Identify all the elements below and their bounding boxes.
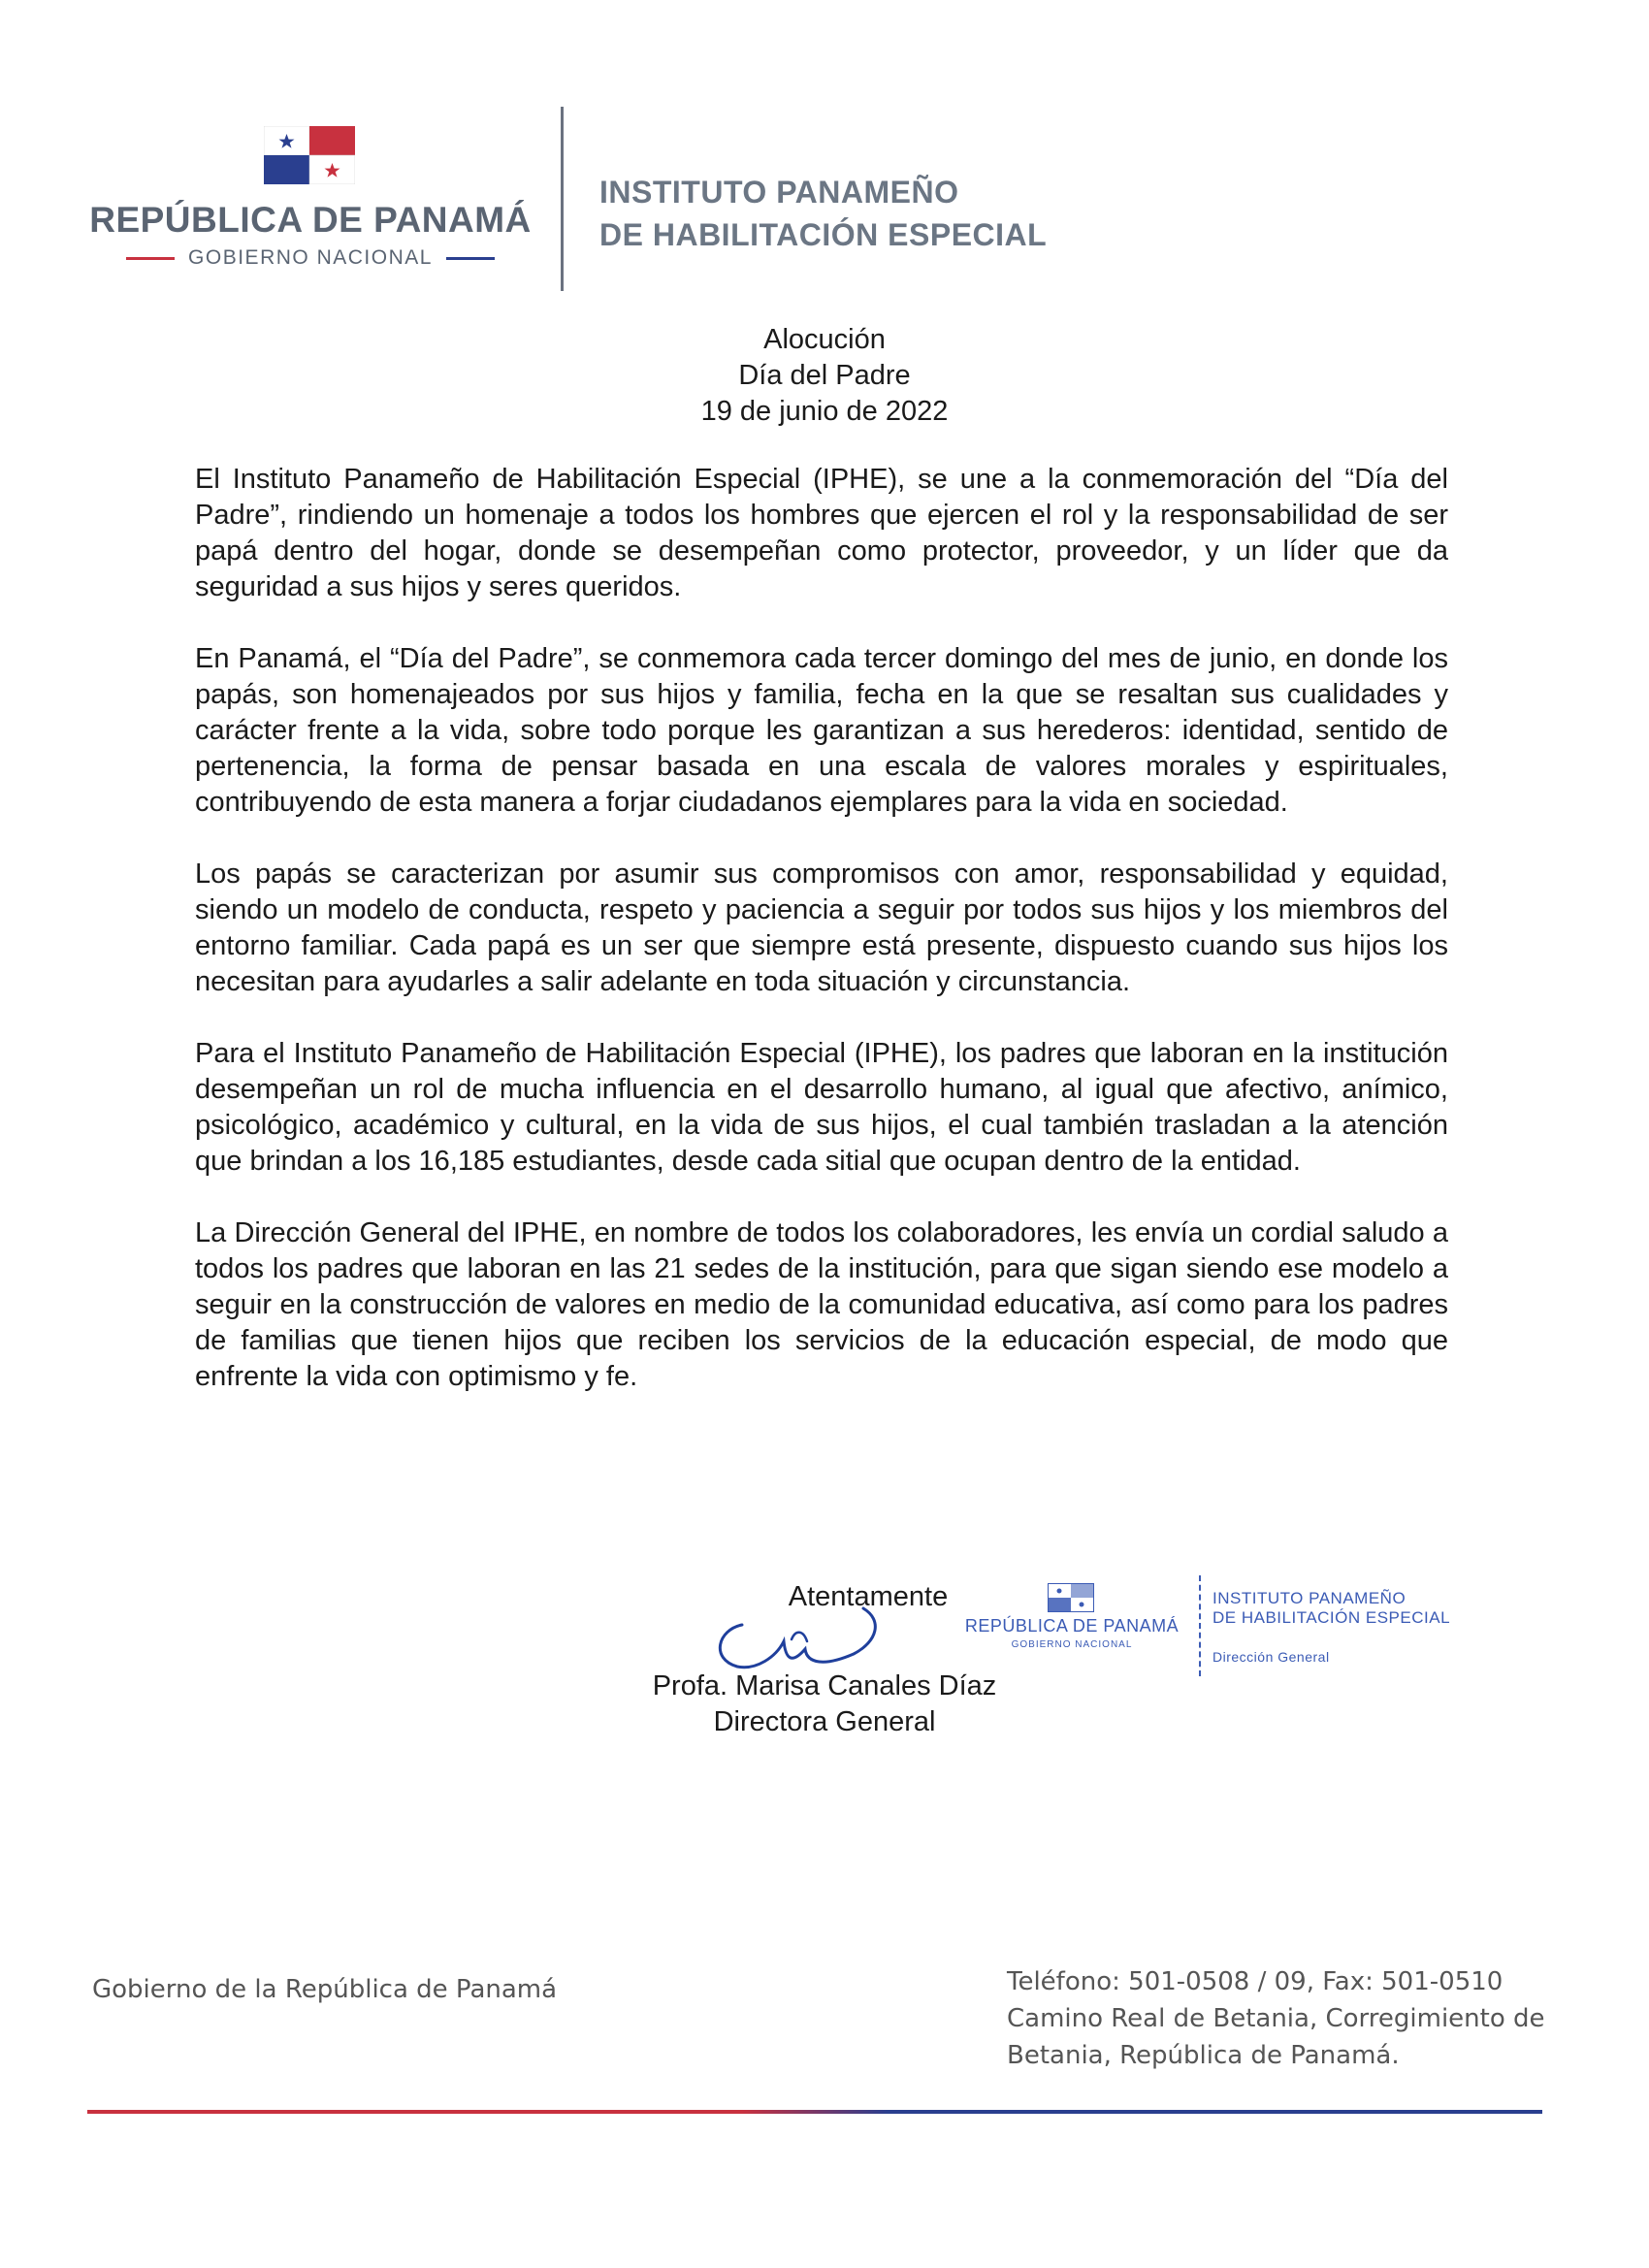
government-title: REPÚBLICA DE PANAMÁ <box>89 200 532 240</box>
footer-address-line2: Betania, República de Panamá. <box>1007 2041 1400 2070</box>
stamp-institute-line1: INSTITUTO PANAMEÑO <box>1212 1589 1406 1607</box>
stamp-divider <box>1199 1575 1203 1676</box>
stamp-institute-name <box>1212 1589 1450 1628</box>
document-title-block <box>0 322 1649 430</box>
government-subtitle-row <box>116 246 504 270</box>
footer-government: Gobierno de la República de Panamá <box>92 1975 558 2004</box>
header-divider <box>561 107 564 291</box>
institute-name-line2: DE HABILITACIÓN ESPECIAL <box>599 217 1048 252</box>
paragraph-1: El Instituto Panameño de Habilitación Especial (IPHE), se une a la conmemoración del “Día del Padre”, rindiendo un homenaje a todos los hombres que ejercen el rol y la responsabilidad de ser papá dentro del hogar, donde se desempeñan como protector, proveedor, y un líder que da seguridad a sus hijos y seres queridos. <box>195 464 1448 602</box>
letterhead <box>78 107 1048 301</box>
document-date: 19 de junio de 2022 <box>700 396 949 427</box>
stamp-government-subtitle: GOBIERNO NACIONAL <box>1011 1639 1133 1650</box>
closing-salutation: Atentamente <box>788 1581 949 1612</box>
signer-name: Profa. Marisa Canales Díaz <box>652 1670 997 1701</box>
document-title: Alocución <box>763 324 886 355</box>
stamp-flag-icon <box>1048 1583 1094 1612</box>
official-stamp <box>951 1571 1494 1678</box>
footer-rule <box>87 2110 1542 2114</box>
red-rule <box>126 257 175 260</box>
paragraph-4: Para el Instituto Panameño de Habilitación Especial (IPHE), los padres que laboran en la institución desempeñan un rol de mucha influencia en el desarrollo humano, al igual que afectivo, anímico, psicológico, académico y cultural, en la vida de sus hijos, el cual también trasladan a la atención que brindan a los 16,185 estudiantes, desde cada sitial que ocupan dentro de la entidad. <box>195 1038 1448 1177</box>
institute-name-line1: INSTITUTO PANAMEÑO <box>599 175 959 210</box>
stamp-government-title: REPÚBLICA DE PANAMÁ <box>964 1616 1180 1636</box>
footer-phone: Teléfono: 501-0508 / 09, Fax: 501-0510 <box>1007 1967 1504 1996</box>
institute-name <box>599 171 1047 256</box>
footer-contact <box>1007 1963 1545 2074</box>
signer-title: Directora General <box>713 1706 936 1737</box>
paragraph-3: Los papás se caracterizan por asumir sus compromisos con amor, responsabilidad y equidad, siendo un modelo de conducta, respeto y paciencia a seguir por todos sus hijos y los miembros del entorno familiar. Cada papá es un ser que siempre está presente, dispuesto cuando sus hijos los necesitan para ayudarles a salir adelante en toda situación y circunstancia. <box>195 859 1448 997</box>
government-subtitle: GOBIERNO NACIONAL <box>188 246 433 269</box>
footer-address-line1: Camino Real de Betania, Corregimiento de <box>1007 2004 1545 2033</box>
document-subtitle: Día del Padre <box>738 360 911 391</box>
paragraph-2: En Panamá, el “Día del Padre”, se conmemora cada tercer domingo del mes de junio, en donde los papás, son homenajeados por sus hijos y familia, fecha en la que se resaltan sus cualidades y carácter frente a la vida, sobre todo porque les garantizan a sus herederos: identidad, sentido de pertenencia, la forma de pensar basada en una escala de valores morales y espirituales, contribuyendo de esta manera a forjar ciudadanos ejemplares para la vida en sociedad. <box>195 643 1448 818</box>
stamp-department: Dirección General <box>1212 1649 1330 1665</box>
document-body <box>195 462 1448 1431</box>
blue-rule <box>446 257 495 260</box>
stamp-institute-line2: DE HABILITACIÓN ESPECIAL <box>1212 1608 1451 1627</box>
panama-flag-icon <box>264 126 355 184</box>
paragraph-5: La Dirección General del IPHE, en nombre de todos los colaboradores, les envía un cordial saludo a todos los padres que laboran en las 21 sedes de la institución, para que sigan siendo ese modelo a seguir en la construcción de valores en medio de la comunidad educativa, así como para los padres de familias que tienen hijos que reciben los servicios de la educación especial, de modo que enfrente la vida con optimismo y fe. <box>195 1217 1448 1392</box>
